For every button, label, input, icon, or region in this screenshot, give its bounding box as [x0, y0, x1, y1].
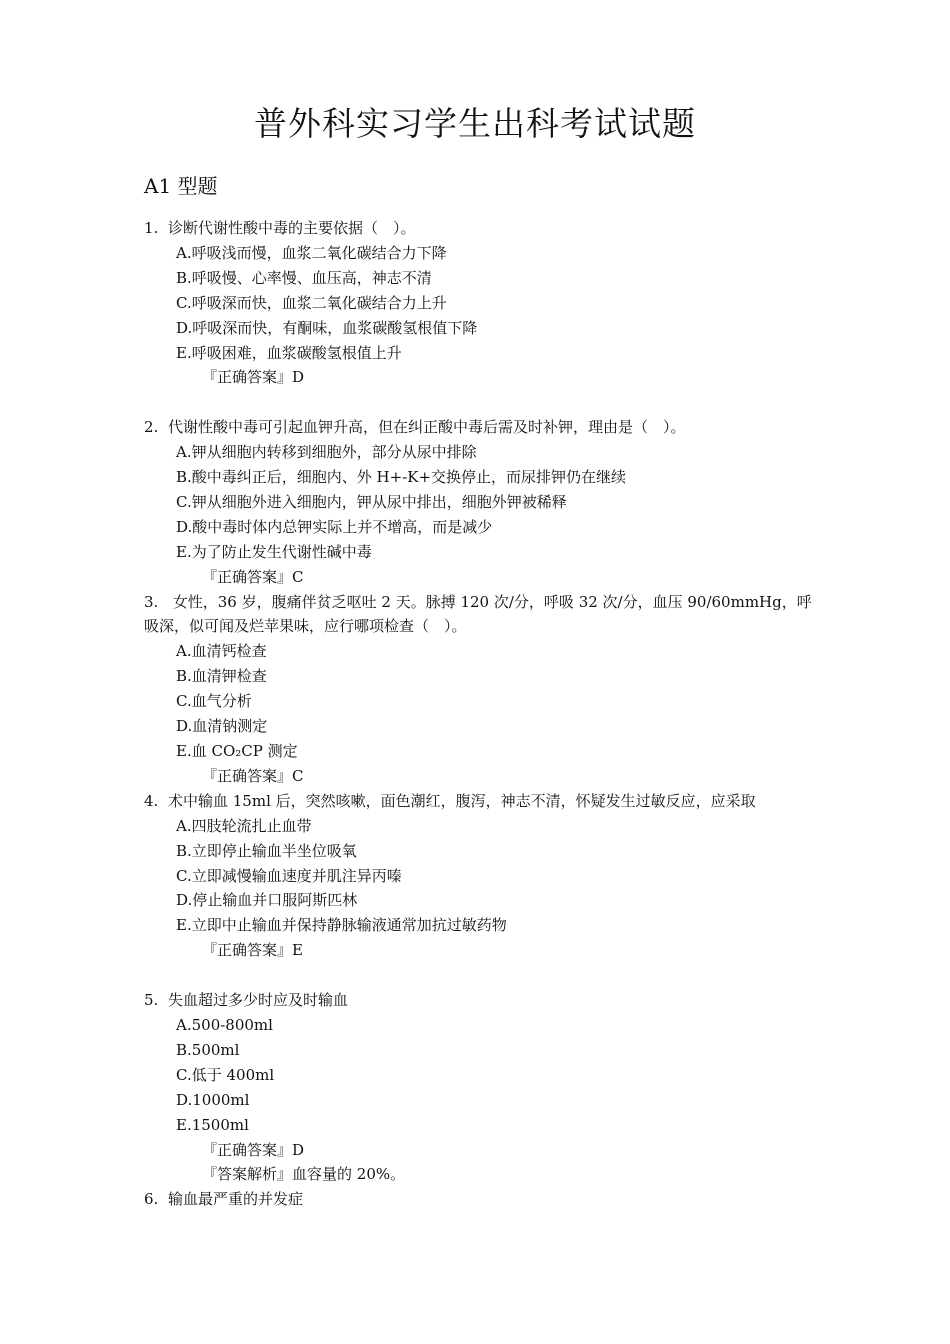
spacer [144, 390, 819, 415]
question-text: 女性，36 岁，腹痛伴贫乏呕吐 2 天。脉搏 120 次/分，呼吸 32 次/分，血压 90/60mmHg，呼吸深，似可闻及烂苹果味，应行哪项检查（ ）。 [144, 592, 812, 636]
option-d: D.呼吸深而快，有酮味，血浆碳酸氢根值下降 [176, 318, 478, 337]
option-c: C.钾从细胞外进入细胞内，钾从尿中排出，细胞外钾被稀释 [176, 492, 567, 511]
option-d: D.1000ml [176, 1090, 250, 1109]
correct-answer: 『正确答案』C [202, 567, 304, 586]
option-d: D.停止输血并口服阿斯匹林 [176, 891, 358, 910]
question-list [144, 216, 819, 1212]
correct-answer: 『正确答案』E [202, 941, 303, 960]
option-c: C.立即减慢输血速度并肌注异丙嗪 [176, 866, 402, 885]
correct-answer: 『正确答案』D [202, 368, 305, 387]
question-text: 术中输血 15ml 后，突然咳嗽，面色潮红，腹泻，神志不清，怀疑发生过敏反应，应采取 [168, 791, 756, 810]
question-number: 3. [144, 592, 159, 611]
option-c: C.低于 400ml [176, 1065, 275, 1084]
question-number: 5. [144, 991, 159, 1010]
option-b: B.酸中毒纠正后，细胞内、外 H+-K+交换停止，而尿排钾仍在继续 [176, 468, 627, 487]
option-a: A.四肢轮流扎止血带 [176, 816, 312, 835]
question-number: 6. [144, 1190, 159, 1209]
option-b: B.500ml [176, 1040, 240, 1059]
question-3 [144, 590, 819, 789]
option-a: A.血清钙检查 [176, 642, 267, 661]
question-stem [144, 789, 819, 814]
question-stem [144, 415, 819, 440]
question-text: 代谢性酸中毒可引起血钾升高，但在纠正酸中毒后需及时补钾，理由是（ ）。 [168, 418, 686, 437]
option-b: B.血清钾检查 [176, 667, 267, 686]
option-a: A.呼吸浅而慢，血浆二氧化碳结合力下降 [176, 243, 447, 262]
correct-answer: 『正确答案』D [202, 1140, 305, 1159]
question-number: 4. [144, 791, 159, 810]
option-c: C.呼吸深而快，血浆二氧化碳结合力上升 [176, 293, 447, 312]
page-title: 普外科实习学生出科考试试题 [254, 104, 696, 143]
option-a: A.钾从细胞内转移到细胞外，部分从尿中排除 [176, 443, 477, 462]
question-5 [144, 988, 819, 1187]
question-number: 1. [144, 219, 159, 237]
question-stem [144, 988, 819, 1013]
option-e: E.1500ml [176, 1115, 249, 1134]
question-1 [144, 216, 819, 390]
spacer [144, 963, 819, 988]
question-stem [144, 1187, 819, 1212]
option-d: D.血清钠测定 [176, 717, 268, 736]
option-b: B.立即停止输血半坐位吸氧 [176, 841, 357, 860]
question-stem [144, 590, 819, 640]
option-d: D.酸中毒时体内总钾实际上并不增高，而是减少 [176, 517, 493, 536]
option-b: B.呼吸慢、心率慢、血压高，神志不清 [176, 268, 432, 287]
question-text: 失血超过多少时应及时输血 [168, 991, 349, 1010]
option-a: A.500-800ml [176, 1015, 273, 1034]
answer-analysis: 『答案解析』血容量的 20%。 [202, 1165, 406, 1184]
section-heading: A1 型题 [144, 174, 218, 198]
question-stem [144, 216, 819, 241]
correct-answer: 『正确答案』C [202, 766, 304, 785]
question-6 [144, 1187, 819, 1212]
question-4 [144, 789, 819, 963]
option-e: E.立即中止输血并保持静脉输液通常加抗过敏药物 [176, 916, 507, 935]
question-text: 输血最严重的并发症 [168, 1190, 304, 1209]
option-e: E.血 CO₂CP 测定 [176, 742, 298, 761]
option-c: C.血气分析 [176, 692, 252, 711]
question-2 [144, 415, 819, 589]
question-text: 诊断代谢性酸中毒的主要依据（ ）。 [168, 219, 416, 237]
option-e: E.呼吸困难，血浆碳酸氢根值上升 [176, 343, 402, 362]
option-e: E.为了防止发生代谢性碱中毒 [176, 542, 372, 561]
question-number: 2. [144, 418, 159, 437]
